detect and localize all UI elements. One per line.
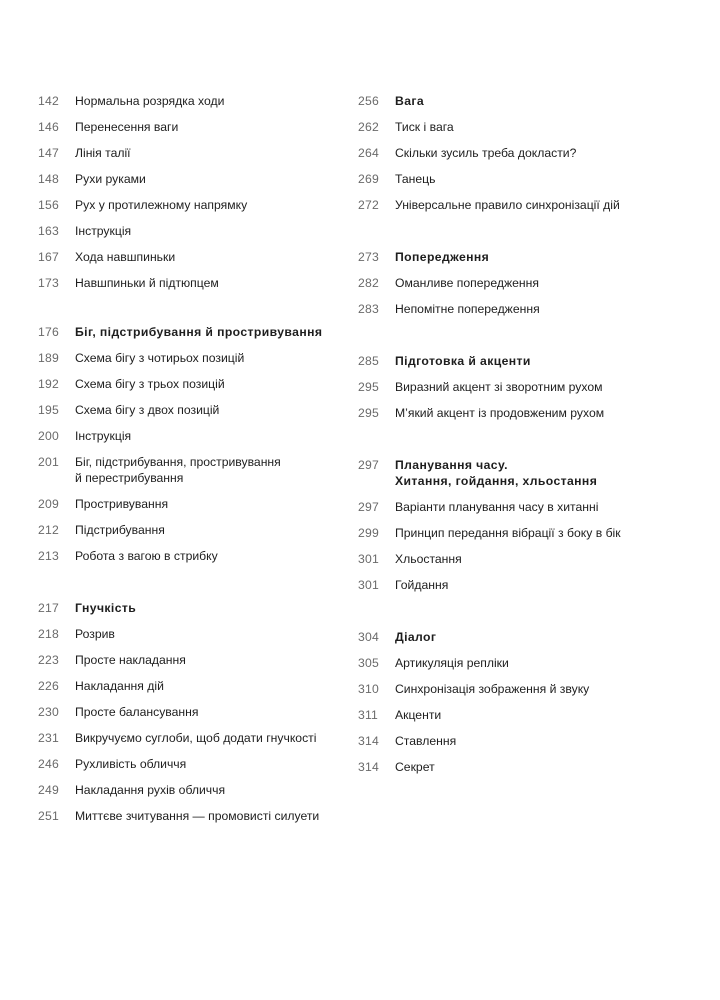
page-number: 305: [358, 656, 379, 670]
entry-title: Хода навшпиньки: [75, 250, 176, 264]
section-title: [395, 457, 688, 489]
entry-title: Гойдання: [395, 578, 449, 592]
page-number: 201: [38, 455, 59, 469]
entry-title: Інструкція: [75, 224, 132, 238]
toc-entry[interactable]: [38, 197, 338, 223]
toc-entry[interactable]: [38, 496, 338, 522]
section-title: Вага: [395, 94, 425, 108]
toc-left-column: [38, 93, 338, 834]
toc-entry[interactable]: [38, 756, 338, 782]
toc-section-heading[interactable]: [358, 353, 688, 379]
section-gap: [358, 603, 688, 629]
page-number: 295: [358, 380, 379, 394]
entry-title: Перенесення ваги: [75, 120, 179, 134]
page-number: 217: [38, 601, 59, 615]
page-number: 209: [38, 497, 59, 511]
entry-title: Варіанти планування часу в хитанні: [395, 500, 599, 514]
entry-title: Просте накладання: [75, 653, 186, 667]
entry-title: [75, 454, 338, 486]
entry-title: Ставлення: [395, 734, 457, 748]
page-number: 147: [38, 146, 59, 160]
toc-section-heading[interactable]: [358, 457, 688, 499]
entry-title: Схема бігу з трьох позицій: [75, 377, 225, 391]
toc-entry[interactable]: [38, 704, 338, 730]
entry-title: Нормальна розрядка ходи: [75, 94, 225, 108]
page-number: 251: [38, 809, 59, 823]
entry-title: Рухливість обличчя: [75, 757, 187, 771]
page-number: 301: [358, 578, 379, 592]
page-number: 176: [38, 325, 59, 339]
entry-title-line-2: й перестрибування: [75, 471, 184, 485]
page-number: 272: [358, 198, 379, 212]
page-number: 269: [358, 172, 379, 186]
page-number: 304: [358, 630, 379, 644]
toc-entry[interactable]: [358, 379, 688, 405]
toc-entry[interactable]: [38, 119, 338, 145]
toc-entry[interactable]: [358, 733, 688, 759]
entry-title: Накладання дій: [75, 679, 164, 693]
page-number: 146: [38, 120, 59, 134]
entry-title: Лінія талії: [75, 146, 131, 160]
entry-title: Рухи руками: [75, 172, 146, 186]
toc-entry[interactable]: [38, 548, 338, 574]
toc-entry[interactable]: [358, 145, 688, 171]
page-number: 264: [358, 146, 379, 160]
entry-title: Накладання рухів обличчя: [75, 783, 226, 797]
toc-entry[interactable]: [358, 707, 688, 733]
section-gap: [358, 327, 688, 353]
toc-entry[interactable]: [38, 626, 338, 652]
toc-entry[interactable]: [38, 93, 338, 119]
toc-entry[interactable]: [358, 499, 688, 525]
toc-entry[interactable]: [358, 577, 688, 603]
toc-entry[interactable]: [358, 301, 688, 327]
page-number: 249: [38, 783, 59, 797]
page-number: 299: [358, 526, 379, 540]
entry-title: Універсальне правило синхронізації дій: [395, 198, 620, 212]
toc-entry[interactable]: [38, 652, 338, 678]
entry-title: Хльостання: [395, 552, 462, 566]
entry-title: Схема бігу з чотирьох позицій: [75, 351, 245, 365]
page-number: 273: [358, 250, 379, 264]
toc-entry[interactable]: [38, 730, 338, 756]
page-number: 148: [38, 172, 59, 186]
section-title-line-2: Хитання, гойдання, хльостання: [395, 474, 598, 488]
page-number: 195: [38, 403, 59, 417]
toc-section-heading[interactable]: [38, 324, 338, 350]
entry-title: Секрет: [395, 760, 435, 774]
toc-entry[interactable]: [38, 249, 338, 275]
entry-title: Синхронізація зображення й звуку: [395, 682, 590, 696]
toc-entry[interactable]: [358, 551, 688, 577]
page-number: 142: [38, 94, 59, 108]
entry-title: Тиск і вага: [395, 120, 454, 134]
toc-section-heading[interactable]: [38, 600, 338, 626]
toc-entry[interactable]: [38, 678, 338, 704]
page-number: 226: [38, 679, 59, 693]
toc-entry[interactable]: [38, 808, 338, 834]
toc-entry[interactable]: [38, 145, 338, 171]
toc-entry[interactable]: [38, 275, 338, 301]
entry-title: Виразний акцент зі зворотним рухом: [395, 380, 603, 394]
page-number: 230: [38, 705, 59, 719]
entry-title: Миттєве зчитування — промовисті силуети: [75, 809, 320, 823]
entry-title: Оманливе попередження: [395, 276, 539, 290]
toc-entry[interactable]: [358, 405, 688, 431]
page-number: 283: [358, 302, 379, 316]
toc-entry[interactable]: [38, 454, 338, 496]
entry-title: Робота з вагою в стрибку: [75, 549, 218, 563]
page-number: 262: [358, 120, 379, 134]
toc-entry[interactable]: [38, 428, 338, 454]
page-number: 301: [358, 552, 379, 566]
entry-title: Навшпиньки й підтюпцем: [75, 276, 219, 290]
section-gap: [358, 431, 688, 457]
toc-entry[interactable]: [358, 681, 688, 707]
page-number: 282: [358, 276, 379, 290]
section-title-line-1: Планування часу.: [395, 458, 508, 472]
toc-section-heading[interactable]: [358, 93, 688, 119]
page-number: 213: [38, 549, 59, 563]
section-title: Гнучкість: [75, 601, 137, 615]
page-number: 212: [38, 523, 59, 537]
toc-entry[interactable]: [38, 522, 338, 548]
section-gap: [38, 301, 338, 324]
entry-title: Інструкція: [75, 429, 132, 443]
entry-title: М’який акцент із продовженим рухом: [395, 406, 605, 420]
toc-entry[interactable]: [38, 350, 338, 376]
page-number: 311: [358, 708, 379, 722]
entry-title: Підстрибування: [75, 523, 165, 537]
toc-entry[interactable]: [358, 197, 688, 223]
toc-entry[interactable]: [38, 171, 338, 197]
page-number: 297: [358, 500, 379, 514]
page-number: 173: [38, 276, 59, 290]
page-number: 285: [358, 354, 379, 368]
page-number: 218: [38, 627, 59, 641]
page-number: 192: [38, 377, 59, 391]
toc-entry[interactable]: [38, 376, 338, 402]
section-title: Підготовка й акценти: [395, 354, 531, 368]
section-gap: [358, 223, 688, 249]
toc-entry[interactable]: [38, 223, 338, 249]
page-number: 314: [358, 760, 379, 774]
entry-title: Принцип передання вібрації з боку в бік: [395, 526, 621, 540]
toc-entry[interactable]: [38, 402, 338, 428]
page-number: 310: [358, 682, 379, 696]
page-number: 167: [38, 250, 59, 264]
toc-entry[interactable]: [358, 275, 688, 301]
toc-right-column: [358, 93, 688, 785]
entry-title: Непомітне попередження: [395, 302, 540, 316]
page-number: 297: [358, 458, 379, 472]
entry-title: Танець: [395, 172, 436, 186]
page-number: 156: [38, 198, 59, 212]
toc-entry[interactable]: [358, 171, 688, 197]
page-number: 295: [358, 406, 379, 420]
section-title: Біг, підстрибування й простривування: [75, 325, 323, 339]
entry-title: Скільки зусиль треба докласти?: [395, 146, 577, 160]
toc-entry[interactable]: [38, 782, 338, 808]
page-number: 231: [38, 731, 59, 745]
section-title: Діалог: [395, 630, 437, 644]
page-number: 314: [358, 734, 379, 748]
page-number: 163: [38, 224, 59, 238]
page-number: 200: [38, 429, 59, 443]
page-number: 256: [358, 94, 379, 108]
entry-title: Рух у протилежному напрямку: [75, 198, 248, 212]
entry-title: Викручуємо суглоби, щоб додати гнучкості: [75, 731, 317, 745]
toc-section-heading[interactable]: [358, 629, 688, 655]
entry-title-line-1: Біг, підстрибування, простривування: [75, 455, 281, 469]
toc-entry[interactable]: [358, 525, 688, 551]
section-gap: [38, 574, 338, 600]
entry-title: Схема бігу з двох позицій: [75, 403, 220, 417]
entry-title: Акценти: [395, 708, 442, 722]
toc-section-heading[interactable]: [358, 249, 688, 275]
section-title: Попередження: [395, 250, 490, 264]
entry-title: Розрив: [75, 627, 115, 641]
entry-title: Просте балансування: [75, 705, 199, 719]
entry-title: Простривування: [75, 497, 169, 511]
page-number: 189: [38, 351, 59, 365]
toc-entry[interactable]: [358, 119, 688, 145]
entry-title: Артикуляція репліки: [395, 656, 509, 670]
toc-entry[interactable]: [358, 759, 688, 785]
page-number: 223: [38, 653, 59, 667]
toc-entry[interactable]: [358, 655, 688, 681]
page-number: 246: [38, 757, 59, 771]
